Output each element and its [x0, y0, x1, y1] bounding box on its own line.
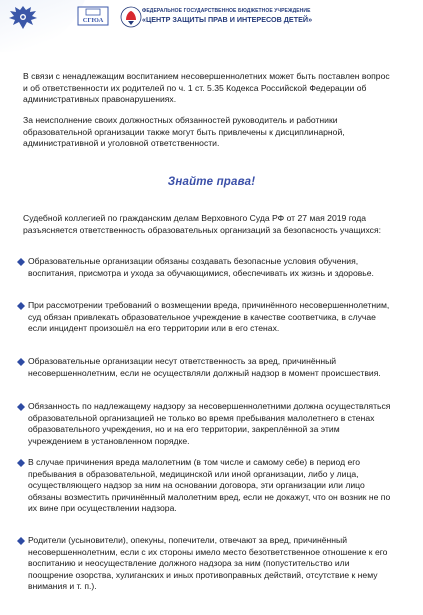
- page-header: [0, 0, 423, 34]
- list-item-text: Родители (усыновители), опекуны, попечители, отвечают за вред, причинённый несовершеннолетним, если с их стороны имело место безответственное отношение к его воспитанию и неосуществление должного надзора за ним (попустительство или поощрение озорства, хулиганских и иных противоправных действий, отсутствие к нему внимания и т. п.).: [28, 535, 388, 592]
- intro-paragraph-1: В связи с ненадлежащим воспитанием несовершеннолетних может быть поставлен вопрос и об ответственности их родителей по ч. 1 ст. 5.35 Кодекса Российской Федерации об административных правонарушениях.: [23, 71, 390, 105]
- center-logo-icon: [120, 6, 142, 28]
- diamond-bullet-icon: [17, 403, 25, 411]
- diamond-bullet-icon: [17, 537, 25, 545]
- list-item-text: Образовательные организации обязаны создавать безопасные условия обучения, воспитания, присмотра и ухода за обучающимися, обеспечивать их жизнь и здоровье.: [28, 256, 374, 278]
- court-intro-paragraph: Судебной коллегией по гражданским делам Верховного Суда РФ от 27 мая 2019 года разъясняется ответственность образовательных организаций за безопасность учащихся:: [23, 213, 381, 235]
- intro-paragraph-2: За неисполнение своих должностных обязанностей руководитель и работники образовательной организации также могут быть привлечены к дисциплинарной, административной и уголовной ответственности.: [23, 115, 345, 149]
- sgua-logo-text: СГЮА: [82, 17, 104, 24]
- list-item-text: В случае причинения вреда малолетним (в том числе и самому себе) в период его пребывания в образовательной, медицинской или иной организации, либо у лица, осуществляющего надзор за ним на основании договора, эти организации или лицо обязаны возместить причинённый малолетним вред, если не докажут, что он возник не по их вине при осуществлении надзора.: [28, 457, 391, 514]
- diamond-bullet-icon: [17, 258, 25, 266]
- know-rights-heading: Знайте права!: [167, 176, 256, 188]
- center-subtitle: ФЕДЕРАЛЬНОЕ ГОСУДАРСТВЕННОЕ БЮДЖЕТНОЕ УЧРЕЖДЕНИЕ: [142, 8, 311, 14]
- list-item-text: Обязанность по надлежащему надзору за несовершеннолетними должна осуществляться образовательной организацией не только во время пребывания малолетнего в стенах образовательного учреждения, но и на его территории, закреплённой за этим учреждением в установленном порядке.: [28, 401, 391, 446]
- diamond-bullet-icon: [17, 302, 25, 310]
- eagle-emblem-icon: [6, 3, 40, 31]
- center-title: «ЦЕНТР ЗАЩИТЫ ПРАВ И ИНТЕРЕСОВ ДЕТЕЙ»: [142, 15, 313, 24]
- diamond-bullet-icon: [17, 459, 25, 467]
- list-item-text: Образовательные организации несут ответственность за вред, причинённый несовершеннолетним, если не осуществляли должный надзор в момент происшествия.: [28, 356, 381, 378]
- sgua-logo: [77, 6, 109, 26]
- diamond-bullet-icon: [17, 358, 25, 366]
- list-item-text: При рассмотрении требований о возмещении вреда, причинённого несовершеннолетним, суд обязан привлекать образовательное учреждение в качестве соответчика, в случае если инцидент произошёл на его территории или в его стенах.: [28, 300, 390, 334]
